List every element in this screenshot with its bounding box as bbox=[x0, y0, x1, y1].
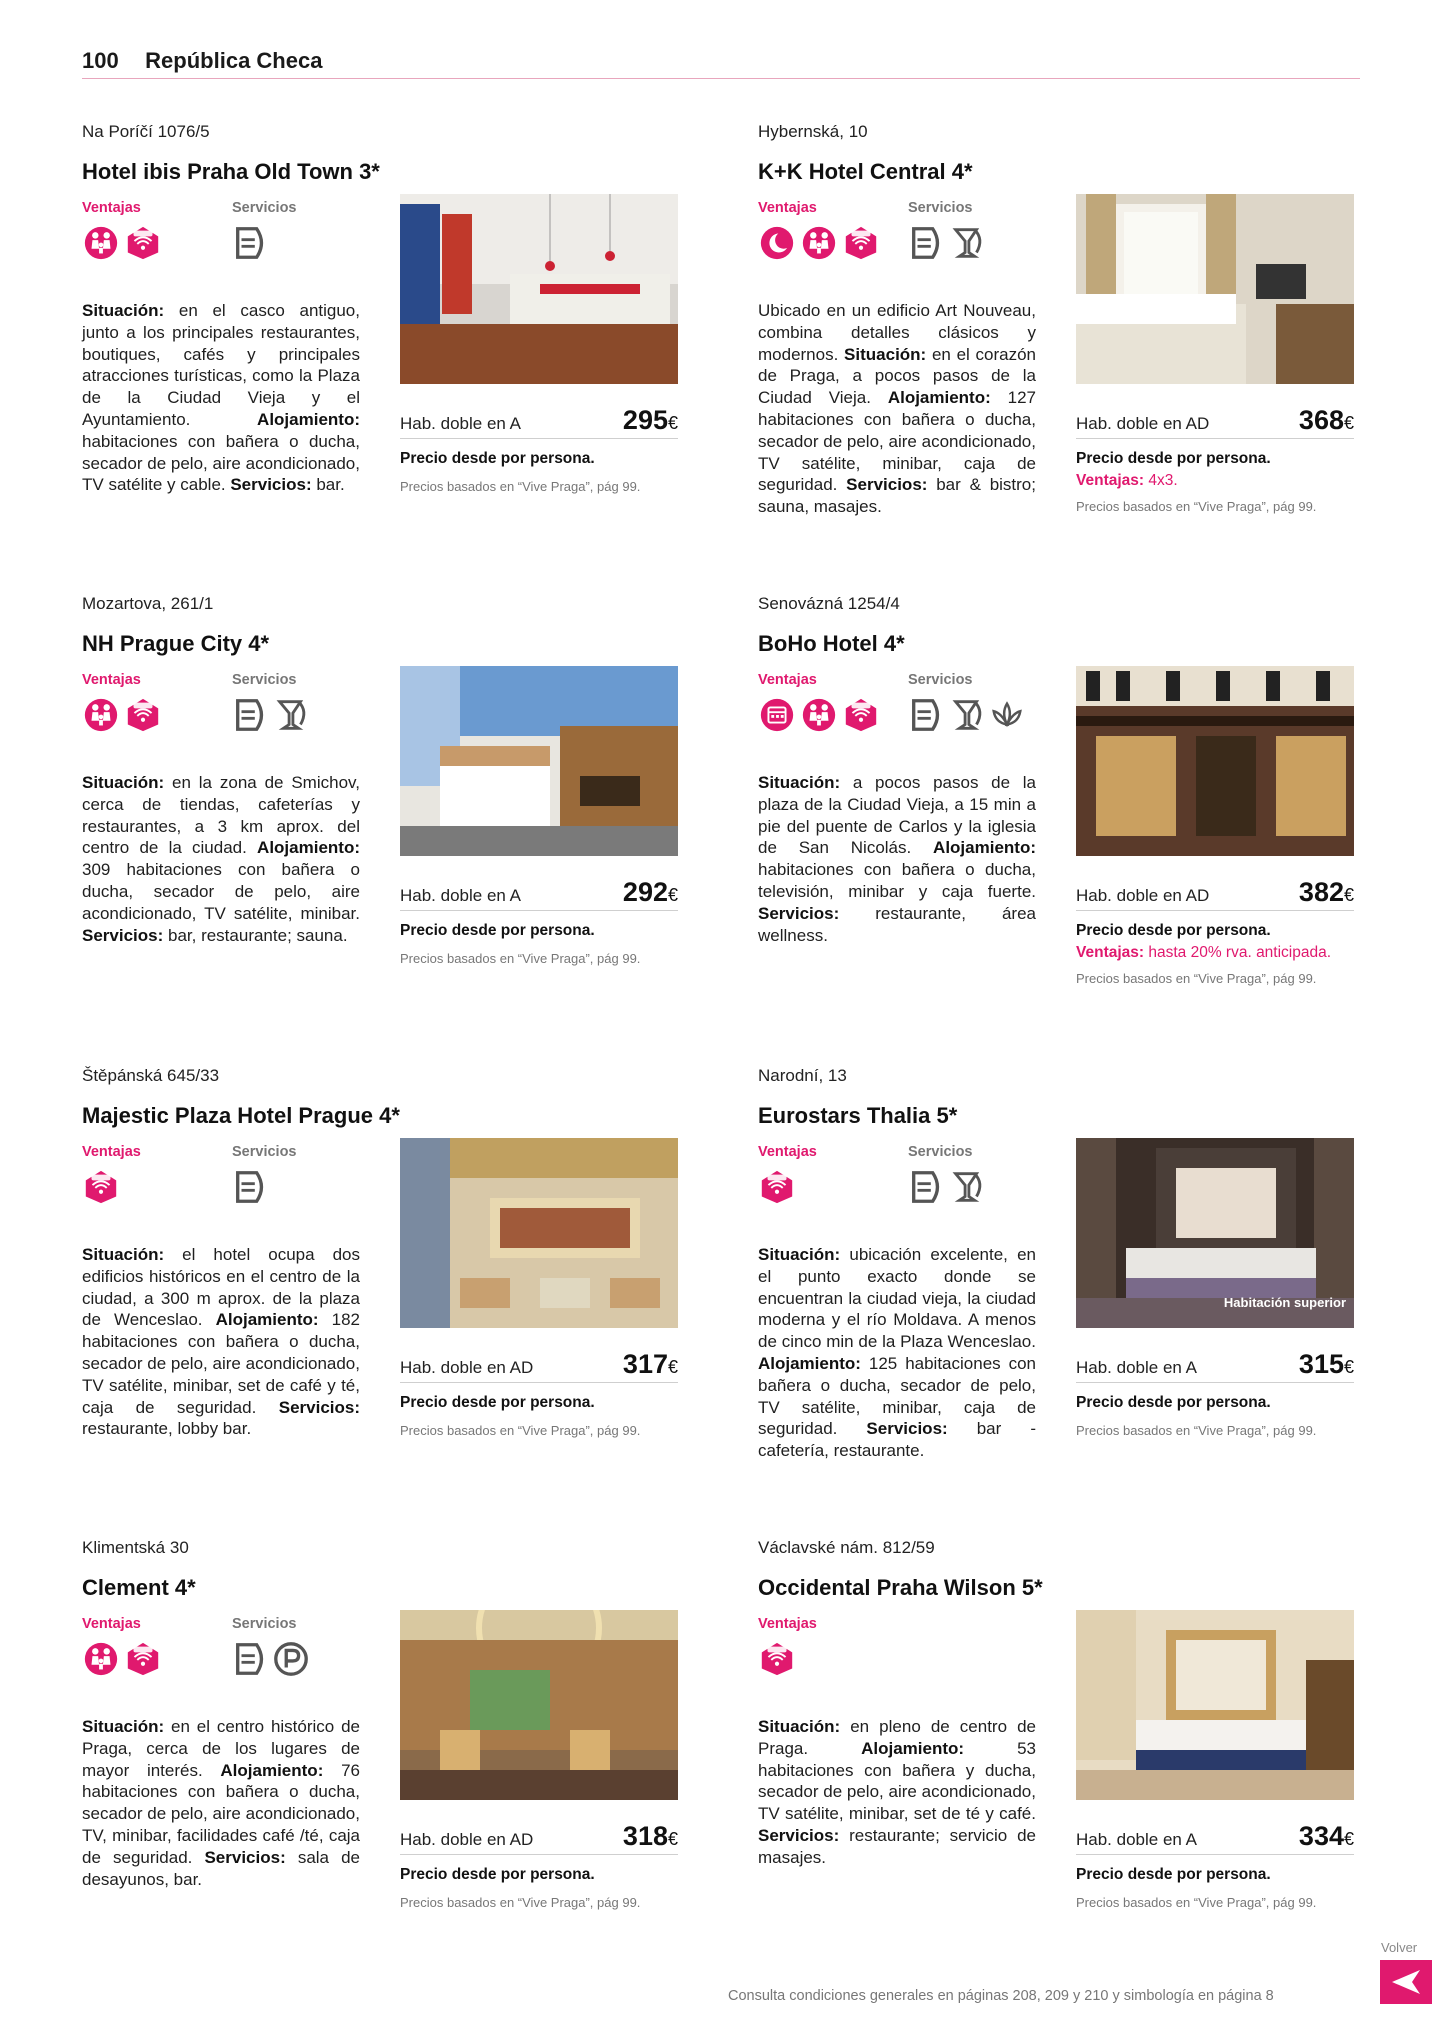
hotel-photo bbox=[400, 194, 678, 384]
precio-desde: Precio desde por persona. bbox=[400, 450, 595, 467]
servicios-label: Servicios bbox=[232, 1616, 297, 1632]
extra-ventajas: Ventajas: hasta 20% rva. anticipada. bbox=[1076, 944, 1332, 961]
hotel-name: Clement 4* bbox=[82, 1575, 196, 1600]
ventajas-label: Ventajas bbox=[758, 1144, 817, 1160]
ventajas-label: Ventajas bbox=[82, 1616, 141, 1632]
hotel-photo bbox=[1076, 666, 1354, 856]
price-note: Precios basados en “Vive Praga”, pág 99. bbox=[1076, 1423, 1317, 1438]
hotel-address: Na Poríčí 1076/5 bbox=[82, 122, 210, 141]
hotel-description: Situación: ubicación excelente, en el punto exacto donde se encuentran la ciudad vieja, la ciudad moderna y el río Moldava. A menos de cinco min de la Plaza Wenceslao. Alojamiento: 125 habitaciones con bañera o ducha, secador de pelo, TV satélite, minibar, caja de seguridad. Servicios: bar - cafetería, restaurante. bbox=[758, 1245, 1036, 1461]
price-note: Precios basados en “Vive Praga”, pág 99. bbox=[1076, 1895, 1317, 1910]
bar-icon bbox=[948, 696, 986, 734]
servicios-label: Servicios bbox=[232, 1144, 297, 1160]
restaurant-icon bbox=[232, 224, 270, 262]
hotel-card bbox=[82, 1538, 722, 2008]
hotel-name: Majestic Plaza Hotel Prague 4* bbox=[82, 1103, 400, 1128]
ventajas-icons bbox=[82, 1640, 162, 1678]
room-type: Hab. doble en A bbox=[1076, 1830, 1197, 1849]
price-value: 295€ bbox=[622, 405, 678, 435]
room-type: Hab. doble en AD bbox=[400, 1830, 534, 1849]
servicios-icons bbox=[232, 1640, 310, 1678]
ventajas-icons bbox=[758, 224, 880, 262]
moon-icon bbox=[758, 224, 796, 262]
restaurant-icon bbox=[232, 1168, 270, 1206]
price-row bbox=[1076, 406, 1354, 439]
wifi-free-icon bbox=[758, 1168, 796, 1206]
price-note: Precios basados en “Vive Praga”, pág 99. bbox=[1076, 499, 1317, 514]
restaurant-icon bbox=[908, 1168, 946, 1206]
footer-conditions: Consulta condiciones generales en páginas 208, 209 y 210 y simbología en página 8 bbox=[728, 1988, 1274, 2004]
restaurant-icon bbox=[232, 1640, 270, 1678]
hotel-description: Situación: en la zona de Smichov, cerca de tiendas, cafeterías y restaurantes, a 3 km aprox. del centro de la ciudad. Alojamiento: 309 habitaciones con bañera o ducha, secador de pelo, aire acondicionado, TV satélite, minibar. Servicios: bar, restaurante; sauna. bbox=[82, 773, 360, 945]
ventajas-icons bbox=[758, 696, 880, 734]
hotel-description: Situación: a pocos pasos de la plaza de la Ciudad Vieja, a 15 min a pie del puente de Carlos y la iglesia de San Nicolás. Alojamiento: habitaciones con bañera o ducha, televisión, minibar y caja fuerte. Servicios: restaurante, área wellness. bbox=[758, 773, 1036, 945]
hotel-description: Situación: el hotel ocupa dos edificios históricos en el centro de la ciudad, a 300 m aprox. de la plaza de Wenceslao. Alojamiento: 182 habitaciones con bañera o ducha, secador de pelo, aire acondicionado, TV satélite, minibar, set de café y té, caja de seguridad. Servicios: restaurante, lobby bar. bbox=[82, 1245, 360, 1439]
hotel-address: Klimentská 30 bbox=[82, 1538, 189, 1557]
ventajas-icons bbox=[82, 1168, 120, 1206]
hotel-name: Hotel ibis Praha Old Town 3* bbox=[82, 159, 380, 184]
price-note: Precios basados en “Vive Praga”, pág 99. bbox=[400, 1423, 641, 1438]
hotel-description: Situación: en el centro histórico de Praga, cerca de los lugares de mayor interés. Alojamiento: 76 habitaciones con bañera o ducha, secador de pelo, aire acondicionado, TV, minibar, facilidades café /té, caja de seguridad. Servicios: sala de desayunos, bar. bbox=[82, 1717, 360, 1889]
hotel-description: Situación: en el casco antiguo, junto a los principales restaurantes, boutiques, cafés y principales atracciones turísticas, como la Plaza de la Ciudad Vieja y el Ayuntamiento. Alojamiento: habitaciones con bañera o ducha, secador de pelo, aire acondicionado, TV satélite y cable. Servicios: bar. bbox=[82, 301, 360, 495]
price-row bbox=[400, 1350, 678, 1383]
bar-icon bbox=[948, 224, 986, 262]
parking-icon bbox=[272, 1640, 310, 1678]
hotel-photo bbox=[400, 1138, 678, 1328]
hotel-name: K+K Hotel Central 4* bbox=[758, 159, 973, 184]
price-value: 368€ bbox=[1298, 405, 1354, 435]
back-arrow-icon bbox=[1380, 1960, 1432, 2004]
hotel-photo bbox=[1076, 1610, 1354, 1800]
ventajas-label: Ventajas bbox=[758, 672, 817, 688]
room-type: Hab. doble en A bbox=[400, 414, 521, 433]
servicios-label: Servicios bbox=[232, 672, 297, 688]
extra-ventajas: Ventajas: 4x3. bbox=[1076, 472, 1178, 489]
hotel-card bbox=[82, 594, 722, 1064]
hotel-photo bbox=[1076, 194, 1354, 384]
ventajas-icons bbox=[82, 696, 162, 734]
price-value: 318€ bbox=[622, 1821, 678, 1851]
hotel-name: NH Prague City 4* bbox=[82, 631, 270, 656]
price-value: 334€ bbox=[1298, 1821, 1354, 1851]
price-note: Precios basados en “Vive Praga”, pág 99. bbox=[400, 479, 641, 494]
hotel-photo bbox=[1076, 1138, 1354, 1328]
price-row bbox=[400, 406, 678, 439]
wifi-free-icon bbox=[124, 696, 162, 734]
room-type: Hab. doble en AD bbox=[1076, 886, 1210, 905]
hotel-photo bbox=[400, 1610, 678, 1800]
calendar-icon bbox=[758, 696, 796, 734]
photo-caption: Habitación superior bbox=[1223, 1295, 1346, 1310]
ventajas-label: Ventajas bbox=[82, 672, 141, 688]
ventajas-label: Ventajas bbox=[82, 1144, 141, 1160]
wellness-icon bbox=[988, 696, 1026, 734]
hotel-card bbox=[758, 594, 1398, 1064]
restaurant-icon bbox=[908, 224, 946, 262]
hotel-address: Hybernská, 10 bbox=[758, 122, 868, 141]
hotel-name: Eurostars Thalia 5* bbox=[758, 1103, 958, 1128]
servicios-icons bbox=[232, 224, 270, 262]
hotel-address: Senovázná 1254/4 bbox=[758, 594, 900, 613]
hotel-address: Narodní, 13 bbox=[758, 1066, 847, 1085]
room-type: Hab. doble en AD bbox=[400, 1358, 534, 1377]
page-header bbox=[82, 46, 1360, 79]
wifi-free-icon bbox=[842, 224, 880, 262]
precio-desde: Precio desde por persona. bbox=[400, 922, 595, 939]
hotel-card bbox=[758, 1066, 1398, 1536]
precio-desde: Precio desde por persona. bbox=[400, 1394, 595, 1411]
restaurant-icon bbox=[232, 696, 270, 734]
room-type: Hab. doble en A bbox=[400, 886, 521, 905]
section-title: República Checa bbox=[145, 48, 323, 73]
price-value: 315€ bbox=[1298, 1349, 1354, 1379]
precio-desde: Precio desde por persona. bbox=[400, 1866, 595, 1883]
price-row bbox=[1076, 1350, 1354, 1383]
family-icon bbox=[82, 696, 120, 734]
hotel-card bbox=[758, 1538, 1398, 2008]
price-row bbox=[400, 1822, 678, 1855]
volver-label[interactable]: Volver bbox=[1381, 1940, 1418, 1955]
hotel-photo bbox=[400, 666, 678, 856]
hotel-address: Štěpánská 645/33 bbox=[82, 1066, 220, 1085]
wifi-free-icon bbox=[124, 224, 162, 262]
bar-icon bbox=[948, 1168, 986, 1206]
wifi-free-icon bbox=[82, 1168, 120, 1206]
family-icon bbox=[82, 1640, 120, 1678]
precio-desde: Precio desde por persona. bbox=[1076, 450, 1271, 467]
servicios-label: Servicios bbox=[908, 1144, 973, 1160]
family-icon bbox=[82, 224, 120, 262]
ventajas-label: Ventajas bbox=[82, 200, 141, 216]
ventajas-icons bbox=[758, 1168, 796, 1206]
servicios-label: Servicios bbox=[232, 200, 297, 216]
hotel-address: Mozartova, 261/1 bbox=[82, 594, 214, 613]
ventajas-icons bbox=[758, 1640, 796, 1678]
wifi-free-icon bbox=[842, 696, 880, 734]
hotel-name: Occidental Praha Wilson 5* bbox=[758, 1575, 1043, 1600]
wifi-free-icon bbox=[758, 1640, 796, 1678]
servicios-label: Servicios bbox=[908, 200, 973, 216]
hotel-description: Ubicado en un edificio Art Nouveau, combina detalles clásicos y modernos. Situación: en el corazón de Praga, a pocos pasos de la Ciudad Vieja. Alojamiento: 127 habitaciones con bañera o ducha, secador de pelo, aire acondicionado, TV satélite, minibar, caja de seguridad. Servicios: bar & bistro; sauna, masajes. bbox=[758, 301, 1036, 517]
price-row bbox=[400, 878, 678, 911]
restaurant-icon bbox=[908, 696, 946, 734]
bar-icon bbox=[272, 696, 310, 734]
ventajas-icons bbox=[82, 224, 162, 262]
servicios-icons bbox=[232, 1168, 270, 1206]
ventajas-label: Ventajas bbox=[758, 1616, 817, 1632]
ventajas-label: Ventajas bbox=[758, 200, 817, 216]
hotel-card bbox=[758, 122, 1398, 592]
volver-button[interactable] bbox=[1380, 1960, 1432, 2004]
wifi-free-icon bbox=[124, 1640, 162, 1678]
servicios-icons bbox=[232, 696, 310, 734]
price-value: 317€ bbox=[622, 1349, 678, 1379]
family-icon bbox=[800, 696, 838, 734]
servicios-label: Servicios bbox=[908, 672, 973, 688]
price-note: Precios basados en “Vive Praga”, pág 99. bbox=[400, 951, 641, 966]
room-type: Hab. doble en A bbox=[1076, 1358, 1197, 1377]
servicios-icons bbox=[908, 696, 1026, 734]
precio-desde: Precio desde por persona. bbox=[1076, 1394, 1271, 1411]
hotel-card bbox=[82, 1066, 722, 1536]
price-value: 382€ bbox=[1298, 877, 1354, 907]
page-number: 100 bbox=[82, 48, 119, 73]
servicios-icons bbox=[908, 224, 986, 262]
room-type: Hab. doble en AD bbox=[1076, 414, 1210, 433]
precio-desde: Precio desde por persona. bbox=[1076, 1866, 1271, 1883]
price-note: Precios basados en “Vive Praga”, pág 99. bbox=[400, 1895, 641, 1910]
hotel-card bbox=[82, 122, 722, 592]
servicios-icons bbox=[908, 1168, 986, 1206]
hotel-name: BoHo Hotel 4* bbox=[758, 631, 905, 656]
precio-desde: Precio desde por persona. bbox=[1076, 922, 1271, 939]
family-icon bbox=[800, 224, 838, 262]
price-note: Precios basados en “Vive Praga”, pág 99. bbox=[1076, 971, 1317, 986]
hotel-address: Václavské nám. 812/59 bbox=[758, 1538, 935, 1557]
price-row bbox=[1076, 1822, 1354, 1855]
price-row bbox=[1076, 878, 1354, 911]
price-value: 292€ bbox=[622, 877, 678, 907]
hotel-description: Situación: en pleno de centro de Praga. Alojamiento: 53 habitaciones con bañera y ducha, secador de pelo, aire acondicionado, TV satélite, minibar, set de té y café. Servicios: restaurante; servicio de masajes. bbox=[758, 1717, 1036, 1867]
